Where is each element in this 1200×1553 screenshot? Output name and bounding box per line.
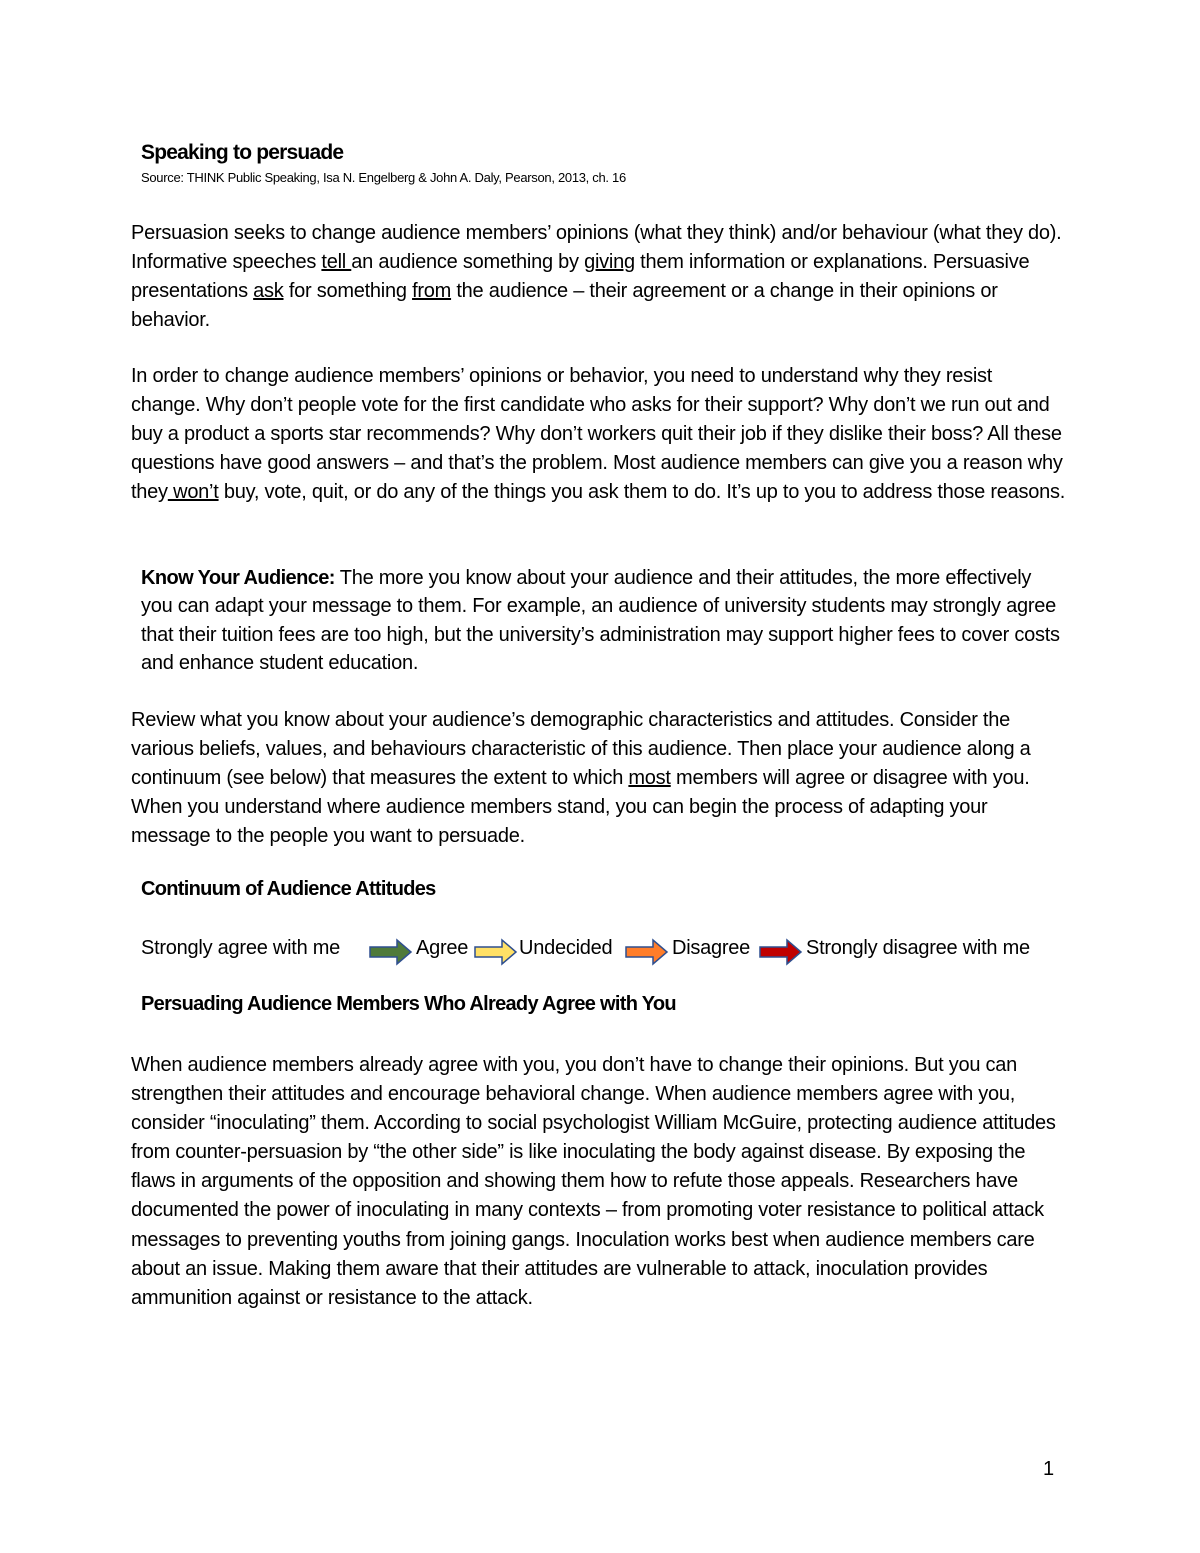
orange-arrow-icon <box>625 938 669 966</box>
text-run: Persuasion seeks to change audience members’ opinions (what they think) and/or behaviour (what they do). Informative speeches <box>131 222 1062 274</box>
yellow-arrow-icon <box>474 938 518 966</box>
text-run: an audience something by <box>351 251 585 274</box>
continuum-label-undecided: Undecided <box>519 937 613 959</box>
paragraph-resist-change <box>131 362 1066 507</box>
paragraph-review-audience <box>131 706 1066 851</box>
continuum-label-disagree: Disagree <box>672 937 751 959</box>
underlined-word-giving: giving <box>584 251 635 274</box>
text-run: The more you know about your audience and their attitudes, the more effectively you can adapt your message to them. For example, an audience of university students may strongly agree that their tuition fees are too high, but the university’s administration may support higher fees to cover costs and enhance student education. <box>141 567 1060 675</box>
continuum-label-strongly-disagree: Strongly disagree with me <box>806 937 1030 959</box>
text-run: In order to change audience members’ opinions or behavior, you need to understand why they resist change. Why don’t people vote for the first candidate who asks for their support? Why don’t we run out and buy a product a sports star recommends? Why don’t workers quit their job if they dislike their boss? All these questions have good answers – and that’s the problem. Most audience members can give you a reason why they <box>131 365 1063 504</box>
paragraph-inoculation: When audience members already agree with you, you don’t have to change their opinions. But you can strengthen their attitudes and encourage behavioral change. When audience members agree with you, consider “inoculating” them. According to social psychologist William McGuire, protecting audience attitudes from counter-persuasion by “the other side” is like inoculating the body against disease. By exposing the flaws in arguments of the opposition and showing them how to refute those appeals. Researchers have documented the power of inoculating in many contexts – from promoting voter resistance to political attack messages to preventing youths from joining gangs. Inoculation works best when audience members care about an issue. Making them aware that their attitudes are vulnerable to attack, inoculation provides ammunition against or resistance to the attack. <box>131 1054 1056 1309</box>
continuum-label-agree: Agree <box>416 937 469 959</box>
continuum-heading: Continuum of Audience Attitudes <box>141 878 436 900</box>
underlined-word-tell: tell <box>321 251 352 274</box>
inline-heading: Know Your Audience: <box>141 567 335 589</box>
section-heading-already-agree: Persuading Audience Members Who Already Agree with You <box>141 993 676 1015</box>
source-citation: Source: THINK Public Speaking, Isa N. Engelberg & John A. Daly, Pearson, 2013, ch. 16 <box>141 170 626 185</box>
underlined-word-wont: won’t <box>167 481 219 504</box>
green-arrow-icon <box>369 938 413 966</box>
paragraph-know-your-audience <box>141 564 1066 678</box>
text-run: the audience – their agreement or a change in their opinions or behavior. <box>131 280 998 332</box>
text-run: Review what you know about your audience’s demographic characteristics and attitudes. Consider the various beliefs, values, and behaviours characteristic of this audience. Then place your audience along a continuum (see below) that measures the extent to which <box>131 709 1031 790</box>
page-number: 1 <box>1043 1458 1055 1480</box>
text-run: buy, vote, quit, or do any of the things you ask them to do. It’s up to you to address those reasons. <box>218 481 1066 504</box>
attitude-continuum <box>141 937 1141 967</box>
underlined-word-most: most <box>628 767 671 790</box>
text-run: for something <box>283 280 413 303</box>
page-title: Speaking to persuade <box>141 141 344 164</box>
underlined-word-ask: ask <box>253 280 284 303</box>
text-run: members will agree or disagree with you. When you understand where audience members stand, you can begin the process of adapting your message to the people you want to persuade. <box>131 767 1030 848</box>
paragraph-persuasion-intro <box>131 219 1066 335</box>
underlined-word-from: from <box>412 280 452 303</box>
red-arrow-icon <box>759 938 803 966</box>
continuum-label-strongly-agree: Strongly agree with me <box>141 937 341 959</box>
text-run: them information or explanations. Persuasive presentations <box>131 251 1030 303</box>
